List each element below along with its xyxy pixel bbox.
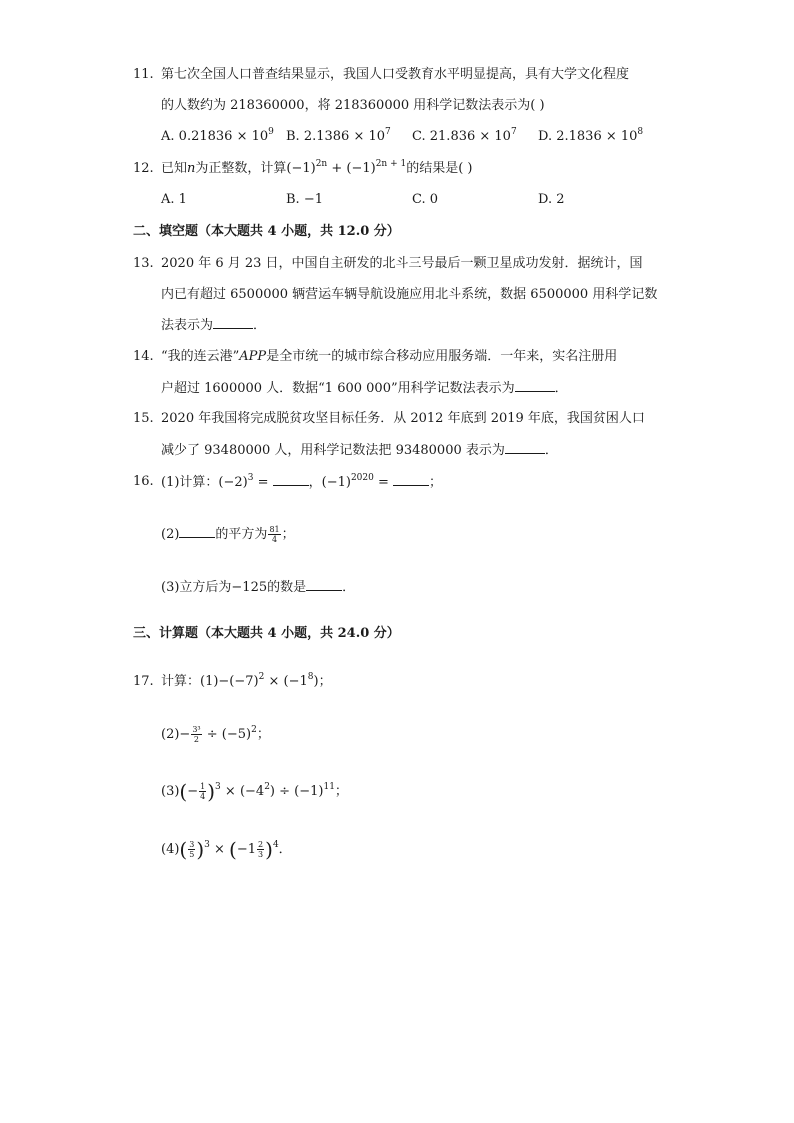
answer-blank[interactable] (179, 525, 215, 538)
question-text: 2020 年 6 月 23 日，中国自主研发的北斗三号最后一颗卫星成功发射．据统计，国 (161, 256, 643, 271)
section-heading-calculation: 三、计算题（本大题共 4 小题，共 24.0 分） (133, 626, 400, 641)
question-text: 2020 年我国将完成脱贫攻坚目标任务．从 2012 年底到 2019 年底，我国贫困人口 (161, 411, 645, 426)
fraction: $\frac{3}{5}$ (189, 840, 195, 859)
option-b: B. $2.1386 \times 10^7$ (286, 127, 391, 144)
option-b: B. −1 (286, 192, 323, 207)
option-d: D. 2 (538, 192, 565, 207)
question-number: 13. (133, 256, 154, 271)
question-text: 内已有超过 6500000 辆营运车辆导航设施应用北斗系统，数据 6500000 用科学记数 (161, 287, 658, 302)
question-text: 减少了 93480000 人，用科学记数法把 93480000 表示为 ． (161, 443, 558, 458)
answer-blank[interactable] (213, 316, 253, 329)
fraction: $\frac{\text{3³}}{2}$ (192, 725, 201, 744)
fraction: $\frac{2}{3}$ (258, 840, 264, 859)
question-text: 户超过 1600000 人．数据“1 600 000”用科学记数法表示为 ． (161, 381, 568, 396)
question-number: 17. (133, 674, 154, 689)
question-number: 14. (133, 349, 154, 364)
fraction: $\frac{1}{4}$ (200, 782, 206, 801)
question-part-4: (4)( $\frac{3}{5}$ )$^3$ × (−1 $\frac{2}{3}$ )$^4$． (161, 837, 292, 862)
question-text: 已知n为正整数，计算$(-1)^{2n} + (-1)^{2n + 1}$的结果是( ) (161, 159, 473, 176)
answer-blank[interactable] (505, 441, 545, 454)
option-c: C. 0 (412, 192, 439, 207)
section-heading-fill-in: 二、填空题（本大题共 4 小题，共 12.0 分） (133, 224, 400, 239)
question-number: 16. (133, 474, 154, 489)
option-c: C. $21.836 \times 10^7$ (412, 127, 517, 144)
question-number: 12. (133, 161, 154, 176)
question-part-2: (2)− $\frac{\text{3³}}{2}$ ÷ $(-5)^2$； (161, 725, 270, 744)
answer-blank[interactable] (306, 578, 342, 591)
answer-blank[interactable] (393, 473, 429, 486)
option-d: D. $2.1836 \times 10^8$ (538, 127, 644, 144)
fraction: $\frac{81}{4}$ (269, 525, 280, 544)
option-a: A. $0.21836 \times 10^9$ (161, 127, 274, 144)
question-text: 的人数约为 218360000，将 218360000 用科学记数法表示为( ) (161, 98, 545, 113)
option-a: A. 1 (161, 192, 187, 207)
answer-blank[interactable] (273, 473, 309, 486)
question-number: 11. (133, 67, 154, 82)
question-part-3: (3)立方后为−125的数是 ． (161, 580, 356, 595)
question-part-3: (3)(− $\frac{1}{4}$ )$^3 \times (-4^2) \div (-1)^{11}$； (161, 779, 348, 804)
question-part-1: (1)计算：$(-2)^3$ = ，$(-1)^{2020}$ = ； (161, 473, 443, 490)
question-part-1: 计算：$(1)-(-7)^2 \times (-1^8)$； (161, 672, 332, 689)
question-part-2: (2) 的平方为 $\frac{81}{4}$ ； (161, 525, 295, 544)
question-number: 15. (133, 411, 154, 426)
answer-blank[interactable] (515, 379, 555, 392)
question-text: 法表示为 ． (161, 318, 267, 333)
question-text: “我的连云港”APP是全市统一的城市综合移动应用服务端．一年来，实名注册用 (161, 349, 618, 364)
question-text: 第七次全国人口普查结果显示，我国人口受教育水平明显提高，具有大学文化程度 (161, 67, 630, 82)
